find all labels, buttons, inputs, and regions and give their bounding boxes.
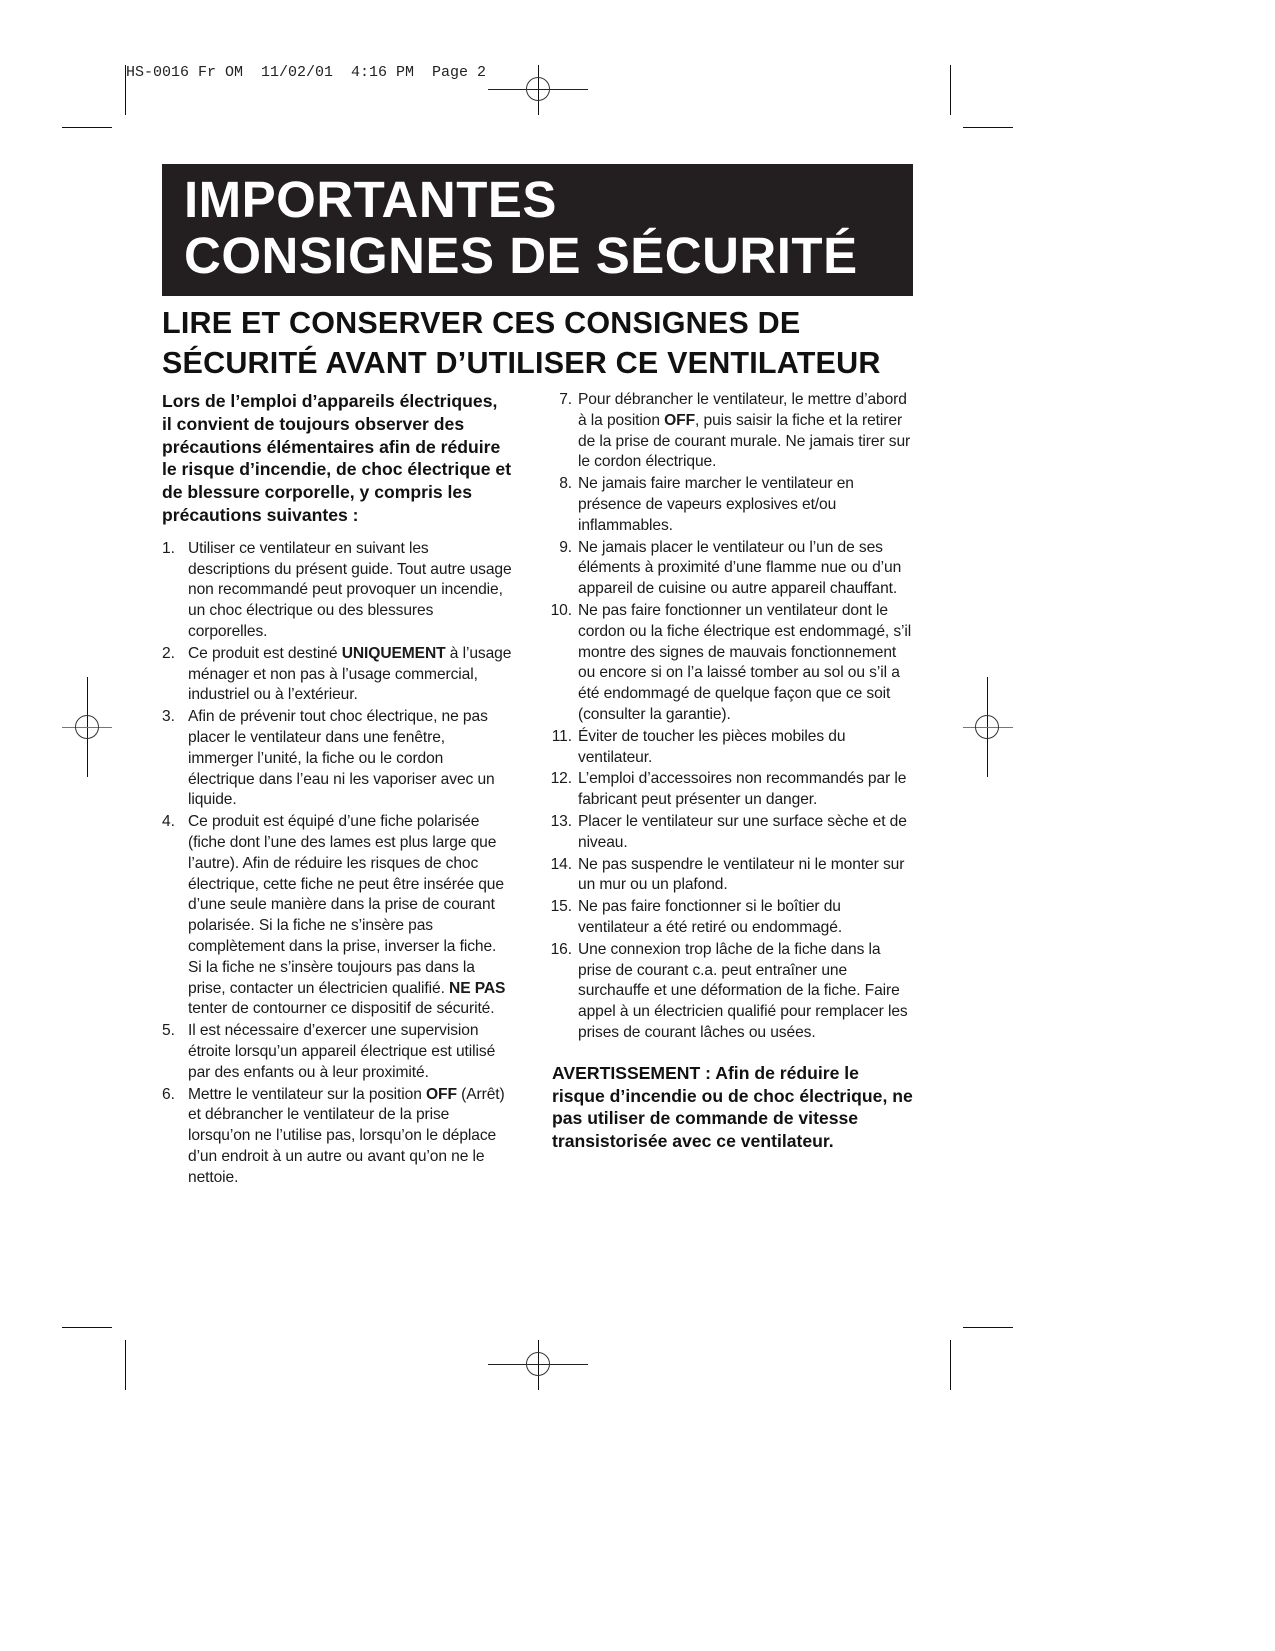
list-item: 11. Éviter de toucher les pièces mobiles du ventilateur.	[530, 727, 915, 769]
item-number: 13.	[550, 812, 572, 830]
list-item: 6. Mettre le ventilateur sur la position OFF (Arrêt) et débrancher le ventilateur de la prise lorsqu’on ne l’utilise pas, lorsqu’on le déplace d’un endroit à un autre ou avant qu’on ne le nettoie.	[162, 1085, 505, 1186]
crop-mark-top-left-h	[62, 127, 112, 128]
item-number: 14.	[550, 855, 572, 873]
crop-mark-bottom-left-h	[62, 1327, 112, 1328]
item-number: 5.	[162, 1022, 175, 1040]
safety-list-part-2	[530, 390, 915, 1044]
list-item: 9. Ne jamais placer le ventilateur ou l’un de ses éléments à proximité d’une flamme nue ou d’un appareil de cuisine ou autre appareil chauffant.	[530, 538, 915, 600]
item-number: 6.	[162, 1085, 175, 1103]
crop-mark-bottom-left-v	[125, 1340, 126, 1390]
right-column	[530, 390, 915, 1153]
item-number: 11.	[551, 727, 572, 745]
list-item: 3. Afin de prévenir tout choc électrique, ne pas placer le ventilateur dans une fenêtre, immerger l’unité, la fiche ou le cordon électrique dans l’eau ni les vaporiser avec un liquide.	[162, 708, 495, 809]
list-item: 5. Il est nécessaire d’exercer une supervision étroite lorsqu’un appareil électrique est utilisé par des enfants ou à leur proximité.	[162, 1022, 496, 1081]
warning-paragraph: AVERTISSEMENT : Afin de réduire le risque d’incendie ou de choc électrique, ne pas utiliser de commande de vitesse transistorisée avec ce ventilateur.	[552, 1062, 913, 1152]
title-line-1: IMPORTANTES	[184, 171, 557, 228]
item-number: 15.	[550, 898, 572, 916]
section-heading	[162, 303, 913, 383]
list-item: 12. L’emploi d’accessoires non recommandés par le fabricant peut présenter un danger.	[530, 769, 915, 811]
list-item: 10. Ne pas faire fonctionner un ventilateur dont le cordon ou la fiche électrique est endommagé, s’il montre des signes de mauvais fonctionnement ou encore si on l’a laissé tomber au sol ou s’il a été endommagé de quelque façon que ce soit (consulter la garantie).	[530, 601, 915, 726]
item-number: 10.	[550, 601, 572, 619]
section-heading-line-2: SÉCURITÉ AVANT D’UTILISER CE VENTILATEUR	[162, 346, 881, 380]
item-number: 4.	[162, 813, 175, 831]
emphasis: UNIQUEMENT	[341, 644, 446, 662]
crop-mark-top-right-h	[963, 127, 1013, 128]
list-item: 2. Ce produit est destiné UNIQUEMENT à l’usage ménager et non pas à l’usage commercial, industriel ou à l’extérieur.	[162, 644, 512, 704]
list-item: 15. Ne pas faire fonctionner si le boîtier du ventilateur a été retiré ou endommagé.	[530, 897, 915, 939]
emphasis: NE PAS	[449, 979, 506, 997]
item-number: 16.	[550, 940, 572, 958]
intro-paragraph: Lors de l’emploi d’appareils électriques, il convient de toujours observer des précautions élémentaires afin de réduire le risque d’incendie, de choc électrique et de blessure corporelle, y compris les précautions suivantes :	[162, 391, 512, 525]
left-column	[162, 390, 512, 1189]
crop-mark-top-right-v	[950, 65, 951, 115]
crop-mark-top-left-v	[125, 65, 126, 115]
page-title	[184, 172, 858, 284]
crop-mark-bottom-right-h	[963, 1327, 1013, 1328]
list-item: 14. Ne pas suspendre le ventilateur ni le monter sur un mur ou un plafond.	[530, 855, 915, 897]
item-number: 2.	[162, 644, 175, 662]
safety-list-part-1	[162, 539, 512, 1189]
item-number: 3.	[162, 708, 175, 726]
list-item: 16. Une connexion trop lâche de la fiche dans la prise de courant c.a. peut entraîner une surchauffe et une déformation de la fiche. Faire appel à un électricien qualifié pour remplacer les prises de courant lâches ou usées.	[530, 940, 915, 1044]
section-heading-line-1: LIRE ET CONSERVER CES CONSIGNES DE	[162, 306, 801, 340]
title-line-2: CONSIGNES DE SÉCURITÉ	[184, 227, 858, 284]
emphasis: OFF	[664, 411, 696, 429]
list-item: 7. Pour débrancher le ventilateur, le mettre d’abord à la position OFF, puis saisir la fiche et la retirer de la prise de courant murale. Ne jamais tirer sur le cordon électrique.	[530, 390, 915, 473]
item-number: 1.	[162, 539, 175, 557]
list-item: 4. Ce produit est équipé d’une fiche polarisée (fiche dont l’une des lames est plus large que l’autre). Afin de réduire les risques de choc électrique, cette fiche ne peut être insérée que d’une seule manière dans la prise de courant polarisée. Si la fiche ne s’insère pas complètement dans la prise, inverser la fiche. Si la fiche ne s’insère toujours pas dans la prise, contacter un électricien qualifié. NE PAS tenter de contourner ce dispositif de sécurité.	[162, 813, 506, 1018]
list-item: 8. Ne jamais faire marcher le ventilateur en présence de vapeurs explosives et/ou inflammables.	[530, 474, 915, 536]
title-banner	[162, 164, 913, 296]
list-item: 13. Placer le ventilateur sur une surface sèche et de niveau.	[530, 812, 915, 854]
item-number: 9.	[559, 538, 572, 556]
item-number: 7.	[559, 391, 572, 408]
crop-mark-bottom-right-v	[950, 1340, 951, 1390]
emphasis: OFF	[426, 1085, 457, 1103]
list-item: 1. Utiliser ce ventilateur en suivant les descriptions du présent guide. Tout autre usage non recommandé peut provoquer un incendie, un choc électrique ou des blessures corporelles.	[162, 539, 512, 640]
item-number: 12.	[550, 770, 572, 788]
item-number: 8.	[559, 475, 572, 493]
print-slug: HS-0016 Fr OM 11/02/01 4:16 PM Page 2	[126, 64, 487, 81]
